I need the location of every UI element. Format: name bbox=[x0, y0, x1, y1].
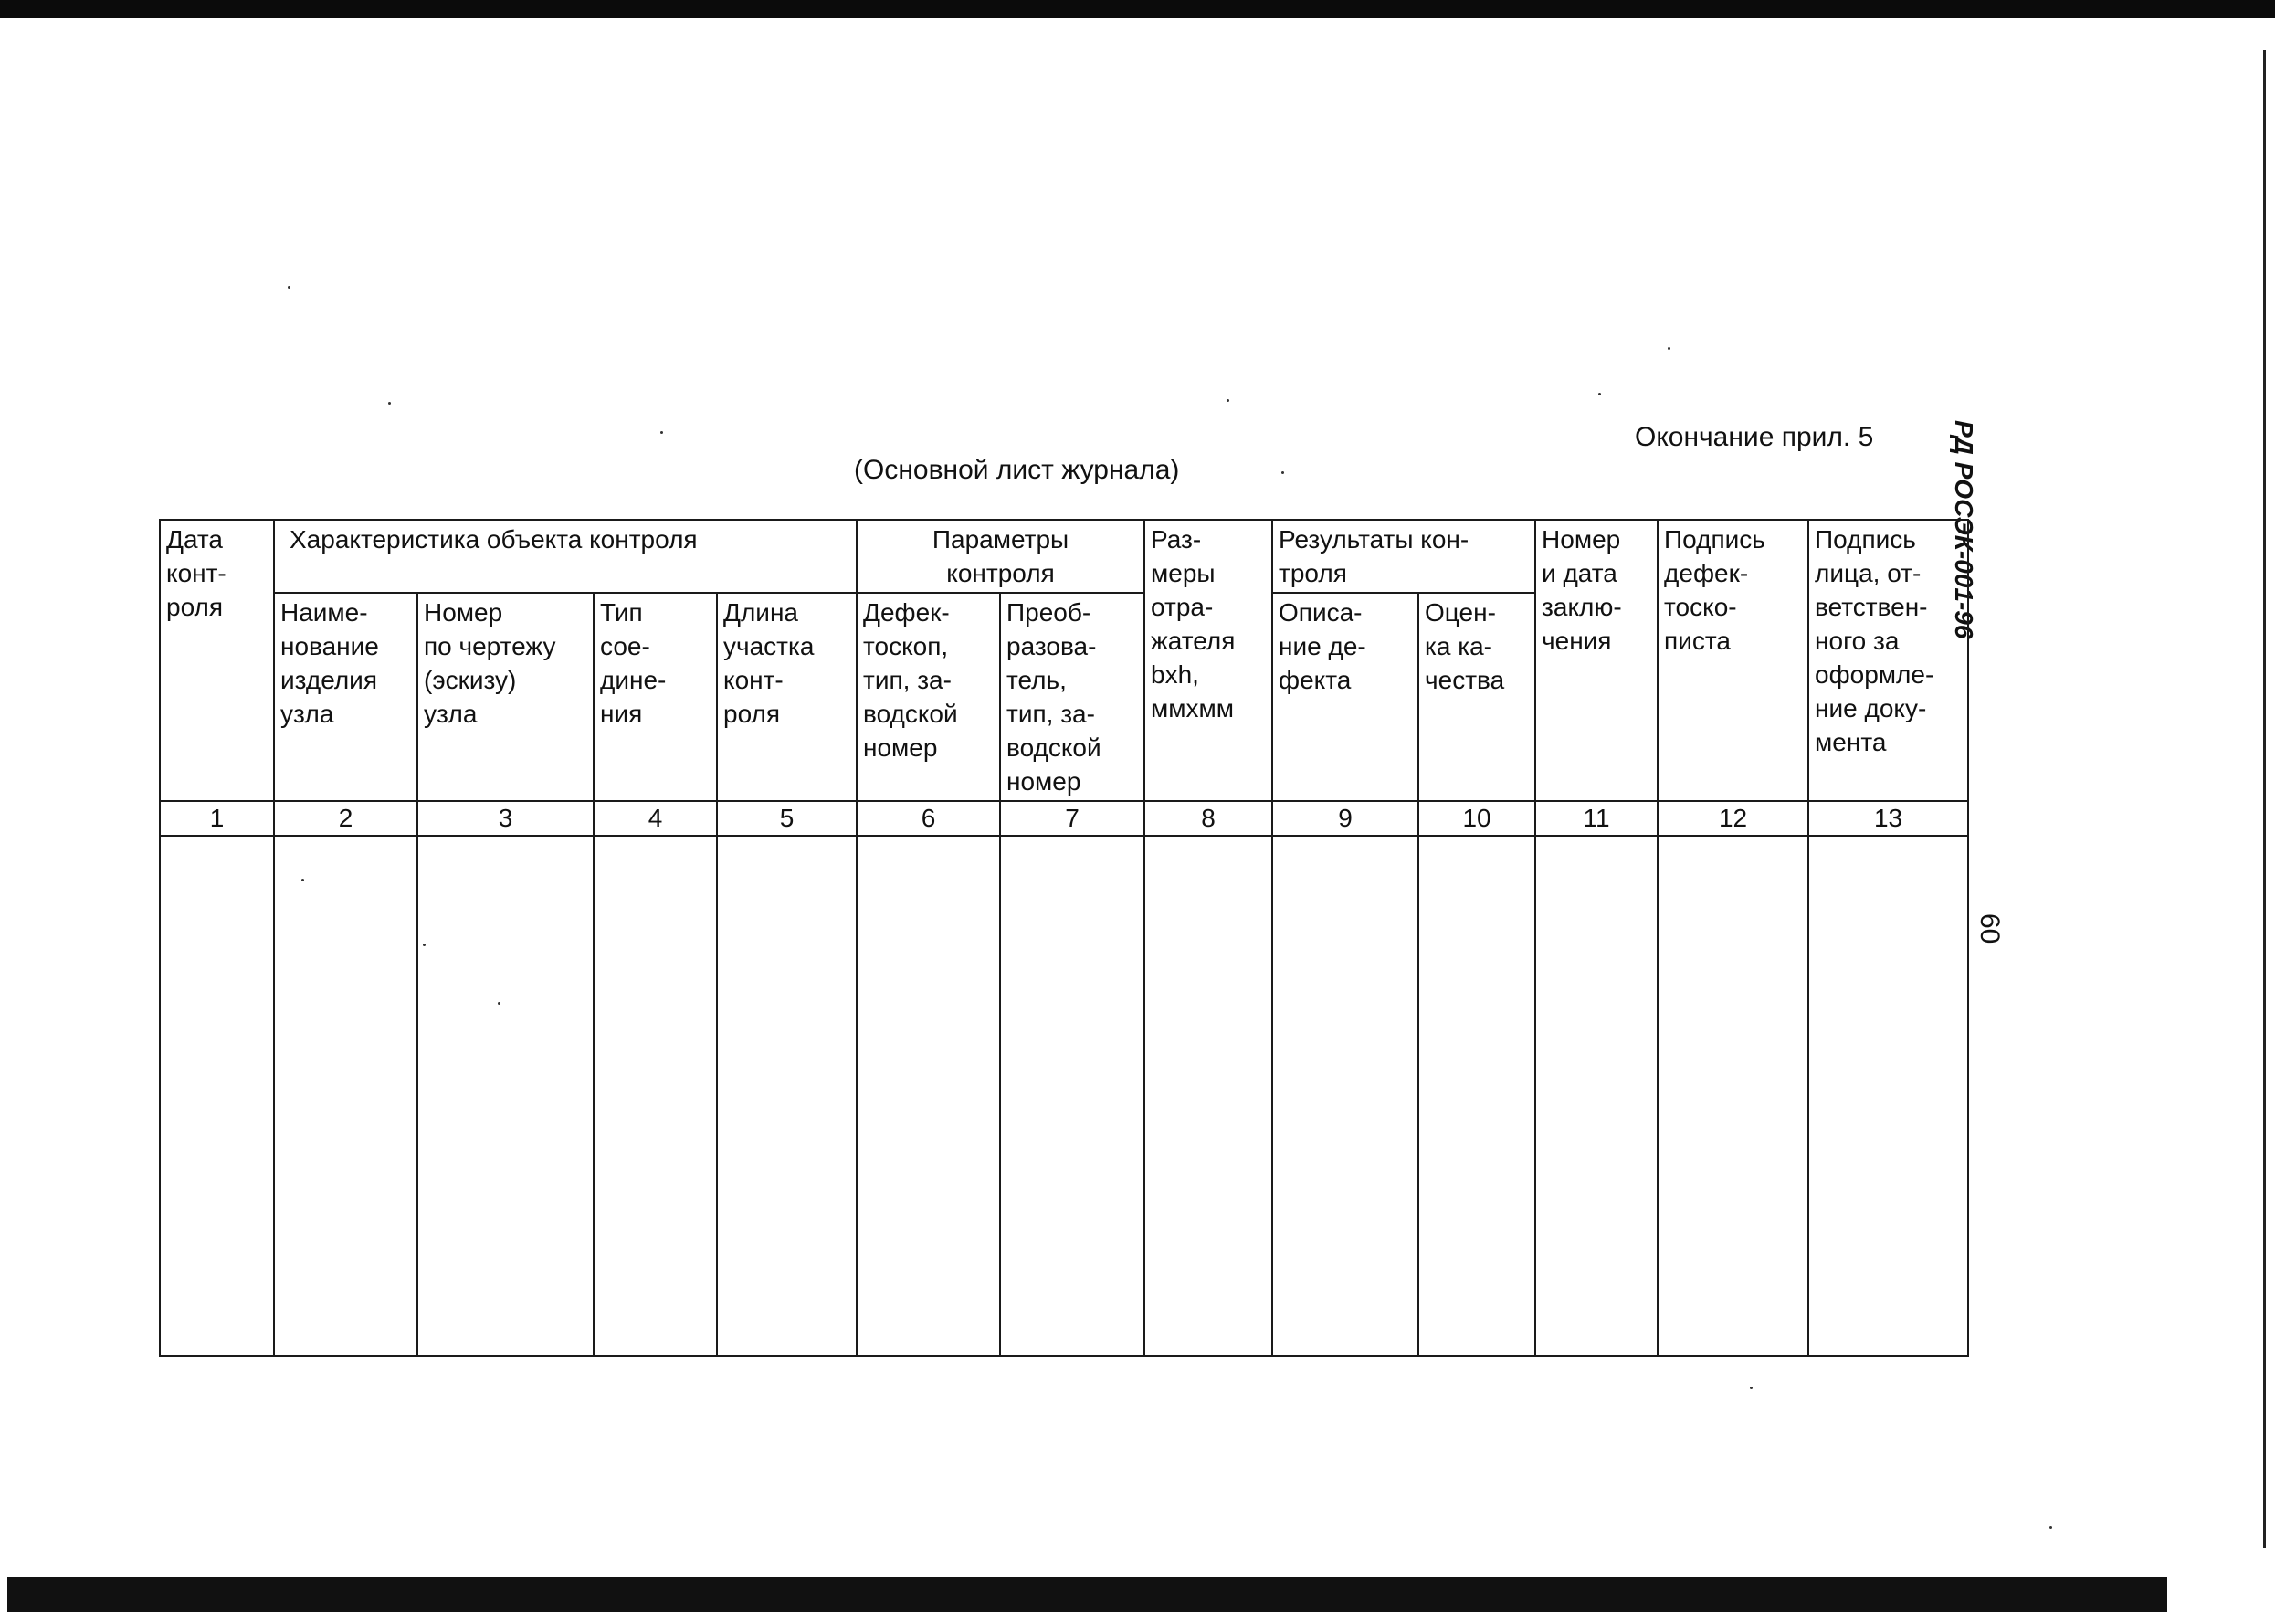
header-product-name: Наиме- нование изделия узла bbox=[274, 593, 417, 801]
journal-table bbox=[159, 519, 1969, 1357]
document-code: РД РОСЭК-001-96 bbox=[1950, 420, 1978, 639]
entry-cell bbox=[274, 836, 417, 1356]
top-scan-border bbox=[0, 0, 2275, 18]
header-control-results: Результаты кон- троля bbox=[1272, 520, 1535, 593]
entry-cell bbox=[1418, 836, 1535, 1356]
header-object-characteristics: Характеристика объекта контроля bbox=[274, 520, 857, 593]
column-number: 6 bbox=[857, 801, 1000, 836]
column-number: 11 bbox=[1535, 801, 1658, 836]
entry-cell bbox=[594, 836, 717, 1356]
header-conclusion: Номер и дата заклю- чения bbox=[1535, 520, 1658, 801]
entry-cell bbox=[1000, 836, 1144, 1356]
scan-speck bbox=[1750, 1387, 1753, 1389]
header-flaw-detector: Дефек- тоскоп, тип, за- водской номер bbox=[857, 593, 1000, 801]
right-scan-edge bbox=[2263, 50, 2266, 1548]
scan-speck bbox=[288, 286, 290, 289]
entry-cell bbox=[1144, 836, 1272, 1356]
scan-speck bbox=[660, 431, 663, 434]
column-number: 1 bbox=[160, 801, 274, 836]
header-row-top bbox=[160, 520, 1968, 593]
scan-speck bbox=[1227, 399, 1229, 402]
column-number: 4 bbox=[594, 801, 717, 836]
entry-cell bbox=[160, 836, 274, 1356]
column-number-row bbox=[160, 801, 1968, 836]
entry-cell bbox=[417, 836, 594, 1356]
page-number: 60 bbox=[1975, 913, 2005, 944]
column-number: 12 bbox=[1658, 801, 1808, 836]
column-number: 2 bbox=[274, 801, 417, 836]
entry-cell bbox=[1808, 836, 1968, 1356]
header-defect-description: Описа- ние де- фекта bbox=[1272, 593, 1418, 801]
entry-cell bbox=[857, 836, 1000, 1356]
scan-speck bbox=[1281, 471, 1284, 474]
scan-speck bbox=[301, 879, 304, 881]
header-date: Дата конт- роля bbox=[160, 520, 274, 801]
column-number: 3 bbox=[417, 801, 594, 836]
entry-cell bbox=[1272, 836, 1418, 1356]
entry-cell bbox=[1658, 836, 1808, 1356]
entry-row-blank bbox=[160, 836, 1968, 1356]
scan-speck bbox=[1598, 393, 1601, 395]
bottom-scan-border bbox=[7, 1577, 2167, 1612]
scan-speck bbox=[498, 1002, 500, 1005]
column-number: 13 bbox=[1808, 801, 1968, 836]
header-flaw-detector-signature: Подпись дефек- тоско- писта bbox=[1658, 520, 1808, 801]
column-number: 7 bbox=[1000, 801, 1144, 836]
header-transducer: Преоб- разова- тель, тип, за- водской номер bbox=[1000, 593, 1144, 801]
column-number: 9 bbox=[1272, 801, 1418, 836]
header-section-length: Длина участка конт- роля bbox=[717, 593, 857, 801]
header-responsible-signature: Подпись лица, от- ветствен- ного за оформле- ние доку- мента bbox=[1808, 520, 1968, 801]
header-quality-assessment: Оцен- ка ка- чества bbox=[1418, 593, 1535, 801]
entry-cell bbox=[717, 836, 857, 1356]
column-number: 8 bbox=[1144, 801, 1272, 836]
header-joint-type: Тип сое- дине- ния bbox=[594, 593, 717, 801]
scan-speck bbox=[388, 402, 391, 405]
header-drawing-number: Номер по чертежу (эскизу) узла bbox=[417, 593, 594, 801]
appendix-note: Окончание прил. 5 bbox=[1635, 422, 1874, 452]
scan-speck bbox=[2049, 1526, 2052, 1529]
journal-subtitle: (Основной лист журнала) bbox=[854, 455, 1180, 485]
header-reflector-size: Раз- меры отра- жателя bxh, ммхмм bbox=[1144, 520, 1272, 801]
header-control-parameters: Параметры контроля bbox=[857, 520, 1144, 593]
column-number: 5 bbox=[717, 801, 857, 836]
entry-cell bbox=[1535, 836, 1658, 1356]
scan-speck bbox=[1668, 347, 1670, 350]
scan-speck bbox=[423, 944, 426, 946]
column-number: 10 bbox=[1418, 801, 1535, 836]
